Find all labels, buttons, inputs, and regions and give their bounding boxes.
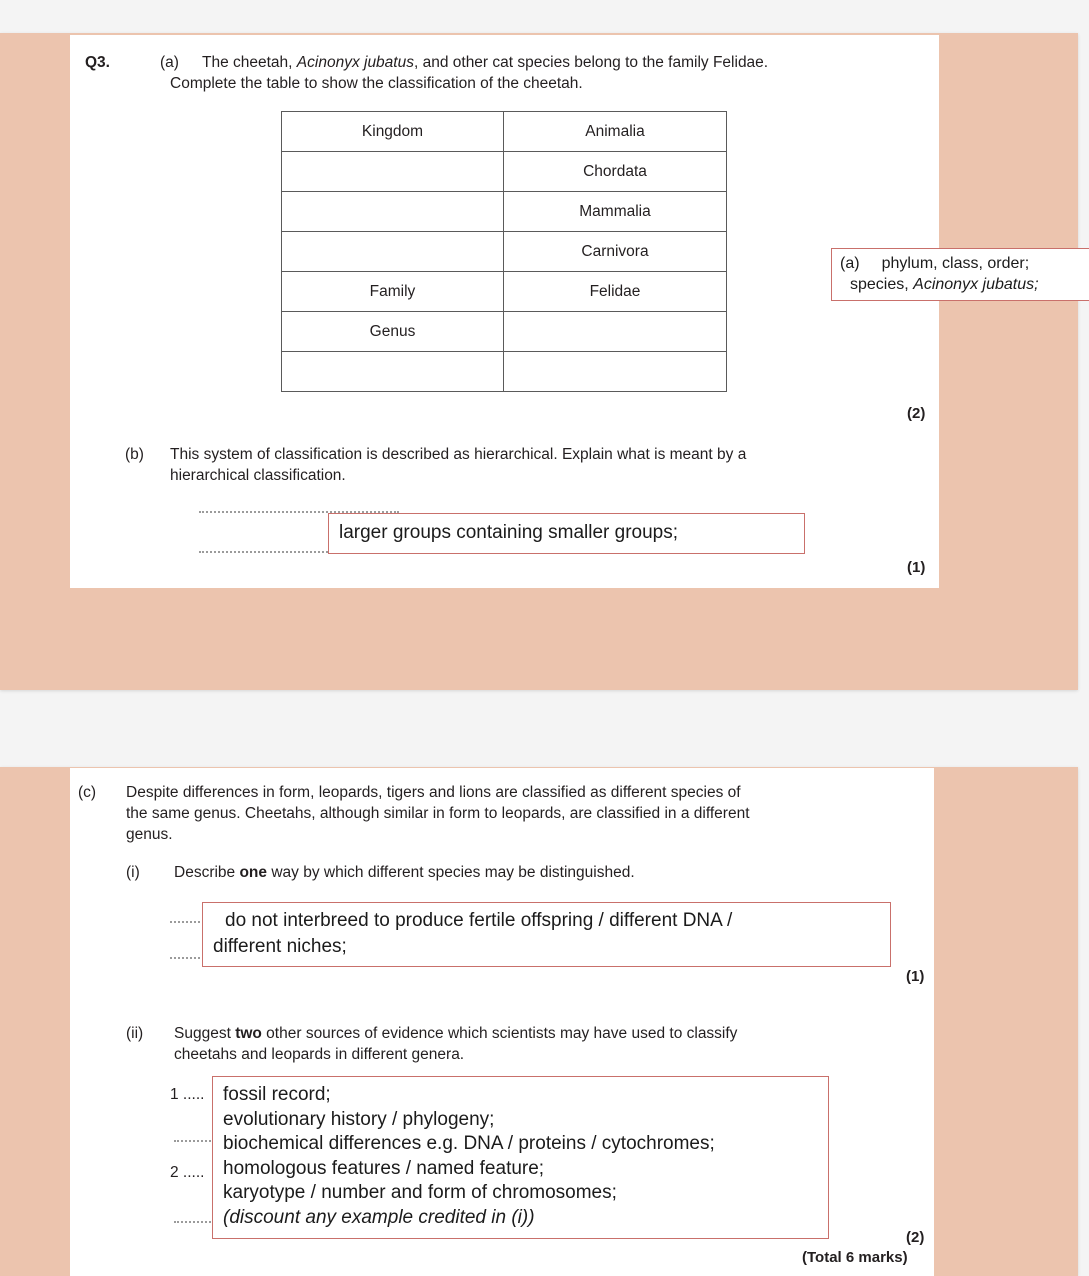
taxon-cell-0[interactable]: Animalia [504, 112, 727, 152]
part-c-line-3: genus. [126, 826, 173, 843]
part-a-line-1-post: , and other cat species belong to the family Felidae. [413, 54, 769, 71]
part-c-ii-text-pre: Suggest [174, 1025, 236, 1042]
table-row [282, 312, 727, 352]
part-b-annotation-box: larger groups containing smaller groups; [328, 513, 805, 554]
part-c-ii-line-2: cheetahs and leopards in different genera. [174, 1046, 465, 1063]
part-c-ii-annotation-note: (discount any example credited in (i)) [223, 1206, 535, 1228]
part-c-ii-answer-line-a[interactable] [174, 1140, 214, 1142]
rank-cell-4[interactable]: Family [282, 272, 504, 312]
rank-cell-1[interactable] [282, 152, 504, 192]
part-c-i-text [174, 862, 635, 883]
part-a-annotation-box [831, 248, 1089, 301]
part-c-line-2: the same genus. Cheetahs, although similar in form to leopards, are classified in a different [126, 805, 750, 822]
table-row [282, 352, 727, 392]
table-row [282, 192, 727, 232]
total-marks: (Total 6 marks) [802, 1249, 908, 1266]
part-c-ii-marks: (2) [906, 1229, 925, 1246]
part-c-line-1: Despite differences in form, leopards, tigers and lions are classified as different species of [126, 784, 741, 801]
part-a-marks: (2) [907, 405, 926, 422]
part-c-i-marks: (1) [906, 968, 925, 985]
part-a-annotation-species-pre: species, [850, 276, 914, 293]
table-row [282, 272, 727, 312]
part-c-ii-text [174, 1023, 737, 1044]
part-b-marks: (1) [907, 559, 926, 576]
part-c-i-label: (i) [126, 864, 140, 881]
part-c-ii-answer-line-b[interactable] [174, 1221, 214, 1223]
part-a-line-1 [202, 52, 768, 73]
part-b-line-2: hierarchical classification. [170, 467, 346, 484]
part-c-ii-text-bold: two [235, 1025, 262, 1042]
part-c-i-annotation-line-1: do not interbreed to produce fertile offspring / different DNA / [225, 910, 733, 931]
rank-cell-5[interactable]: Genus [282, 312, 504, 352]
taxon-cell-1[interactable]: Chordata [504, 152, 727, 192]
part-a-line-1-pre: The cheetah, [202, 54, 297, 71]
taxon-cell-5[interactable] [504, 312, 727, 352]
part-a-annotation-label: (a) [840, 255, 860, 272]
part-c-ii-annotation-line-1: evolutionary history / phylogeny; [223, 1108, 495, 1130]
part-c-i-annotation-box [202, 902, 891, 967]
part-c-i-text-pre: Describe [174, 864, 240, 881]
part-c-ii-annotation-line-4: karyotype / number and form of chromosomes; [223, 1182, 617, 1203]
part-c-ii-annotation-box [212, 1076, 829, 1239]
part-c-ii-answer-marker-1[interactable]: 1 ..... [170, 1086, 205, 1103]
part-c-ii-answer-marker-2[interactable]: 2 ..... [170, 1164, 205, 1181]
classification-table [281, 111, 727, 392]
question-number: Q3. [85, 54, 110, 71]
table-row [282, 152, 727, 192]
rank-cell-6[interactable] [282, 352, 504, 392]
top-background-band [0, 0, 1089, 33]
table-row [282, 112, 727, 152]
part-a-line-2: Complete the table to show the classification of the cheetah. [170, 75, 583, 92]
part-c-ii-annotation-line-0: fossil record; [223, 1084, 331, 1105]
part-a-annotation-line-1 [840, 253, 1086, 274]
part-c-ii-label: (ii) [126, 1025, 144, 1042]
taxon-cell-3[interactable]: Carnivora [504, 232, 727, 272]
taxon-cell-4[interactable]: Felidae [504, 272, 727, 312]
part-a-species-name: Acinonyx jubatus [296, 54, 414, 71]
rank-cell-3[interactable] [282, 232, 504, 272]
rank-cell-2[interactable] [282, 192, 504, 232]
taxon-cell-6[interactable] [504, 352, 727, 392]
part-c-i-text-post: way by which different species may be distinguished. [267, 864, 635, 881]
rank-cell-0[interactable]: Kingdom [282, 112, 504, 152]
part-a-label: (a) [160, 54, 179, 71]
table-row [282, 232, 727, 272]
part-b-line-1: This system of classification is described as hierarchical. Explain what is meant by a [170, 446, 747, 463]
part-c-ii-annotation-line-3: homologous features / named feature; [223, 1157, 545, 1179]
part-c-i-annotation-line-2: different niches; [213, 936, 347, 957]
part-a-annotation-line-2 [840, 274, 1086, 295]
part-a-annotation-species-italic: Acinonyx jubatus; [913, 276, 1039, 293]
part-c-label: (c) [78, 784, 97, 801]
part-c-ii-text-post: other sources of evidence which scientists may have used to classify [261, 1025, 738, 1042]
part-b-label: (b) [125, 446, 144, 463]
part-c-i-text-bold: one [239, 864, 268, 881]
part-c-ii-annotation-line-2: biochemical differences e.g. DNA / proteins / cytochromes; [223, 1133, 715, 1154]
taxon-cell-2[interactable]: Mammalia [504, 192, 727, 232]
part-a-annotation-ranks: phylum, class, order; [881, 255, 1030, 272]
